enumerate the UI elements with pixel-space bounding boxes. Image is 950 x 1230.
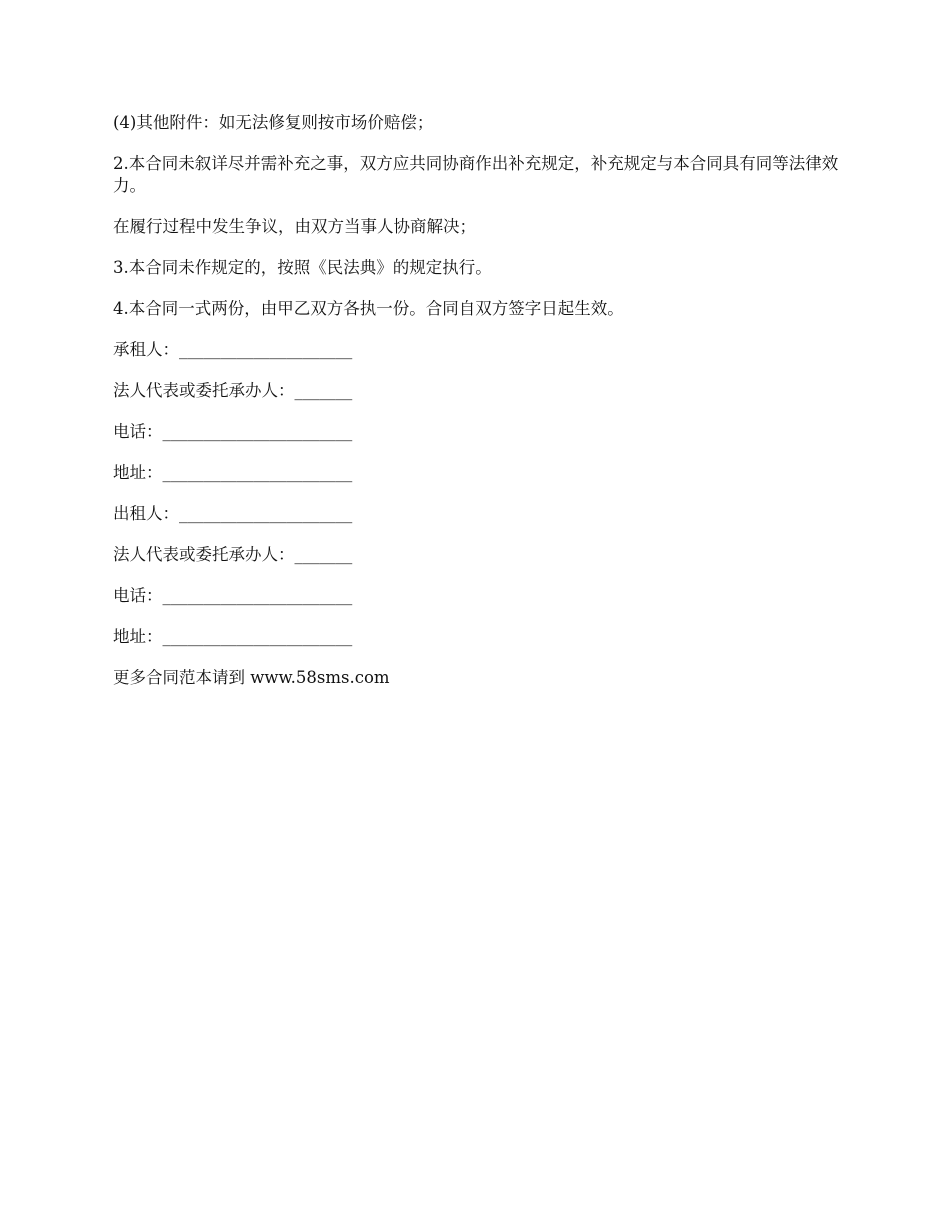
footer-note: 更多合同范本请到 www.58sms.com (113, 668, 390, 687)
clause-dispute: 在履行过程中发生争议，由双方当事人协商解决； (113, 217, 476, 236)
lessor-name-field: 出租人：_____________________ (113, 504, 353, 523)
clause-supplement: 2.本合同未叙详尽并需补充之事，双方应共同协商作出补充规定，补充规定与本合同具有同等法律效力。 (113, 154, 839, 195)
lessor-phone-field: 电话：_______________________ (113, 586, 353, 605)
lessee-phone-field: 电话：_______________________ (113, 422, 353, 441)
lessor-representative-field: 法人代表或委托承办人：_______ (113, 545, 353, 564)
clause-attachments: (4)其他附件：如无法修复则按市场价赔偿； (113, 113, 434, 132)
lessee-address-field: 地址：_______________________ (113, 463, 353, 482)
document-body (113, 112, 843, 708)
lessee-name-field: 承租人：_____________________ (113, 340, 353, 359)
clause-civil-code: 3.本合同未作规定的，按照《民法典》的规定执行。 (113, 258, 492, 277)
clause-copies: 4.本合同一式两份，由甲乙双方各执一份。合同自双方签字日起生效。 (113, 299, 624, 318)
lessor-address-field: 地址：_______________________ (113, 627, 353, 646)
lessee-representative-field: 法人代表或委托承办人：_______ (113, 381, 353, 400)
